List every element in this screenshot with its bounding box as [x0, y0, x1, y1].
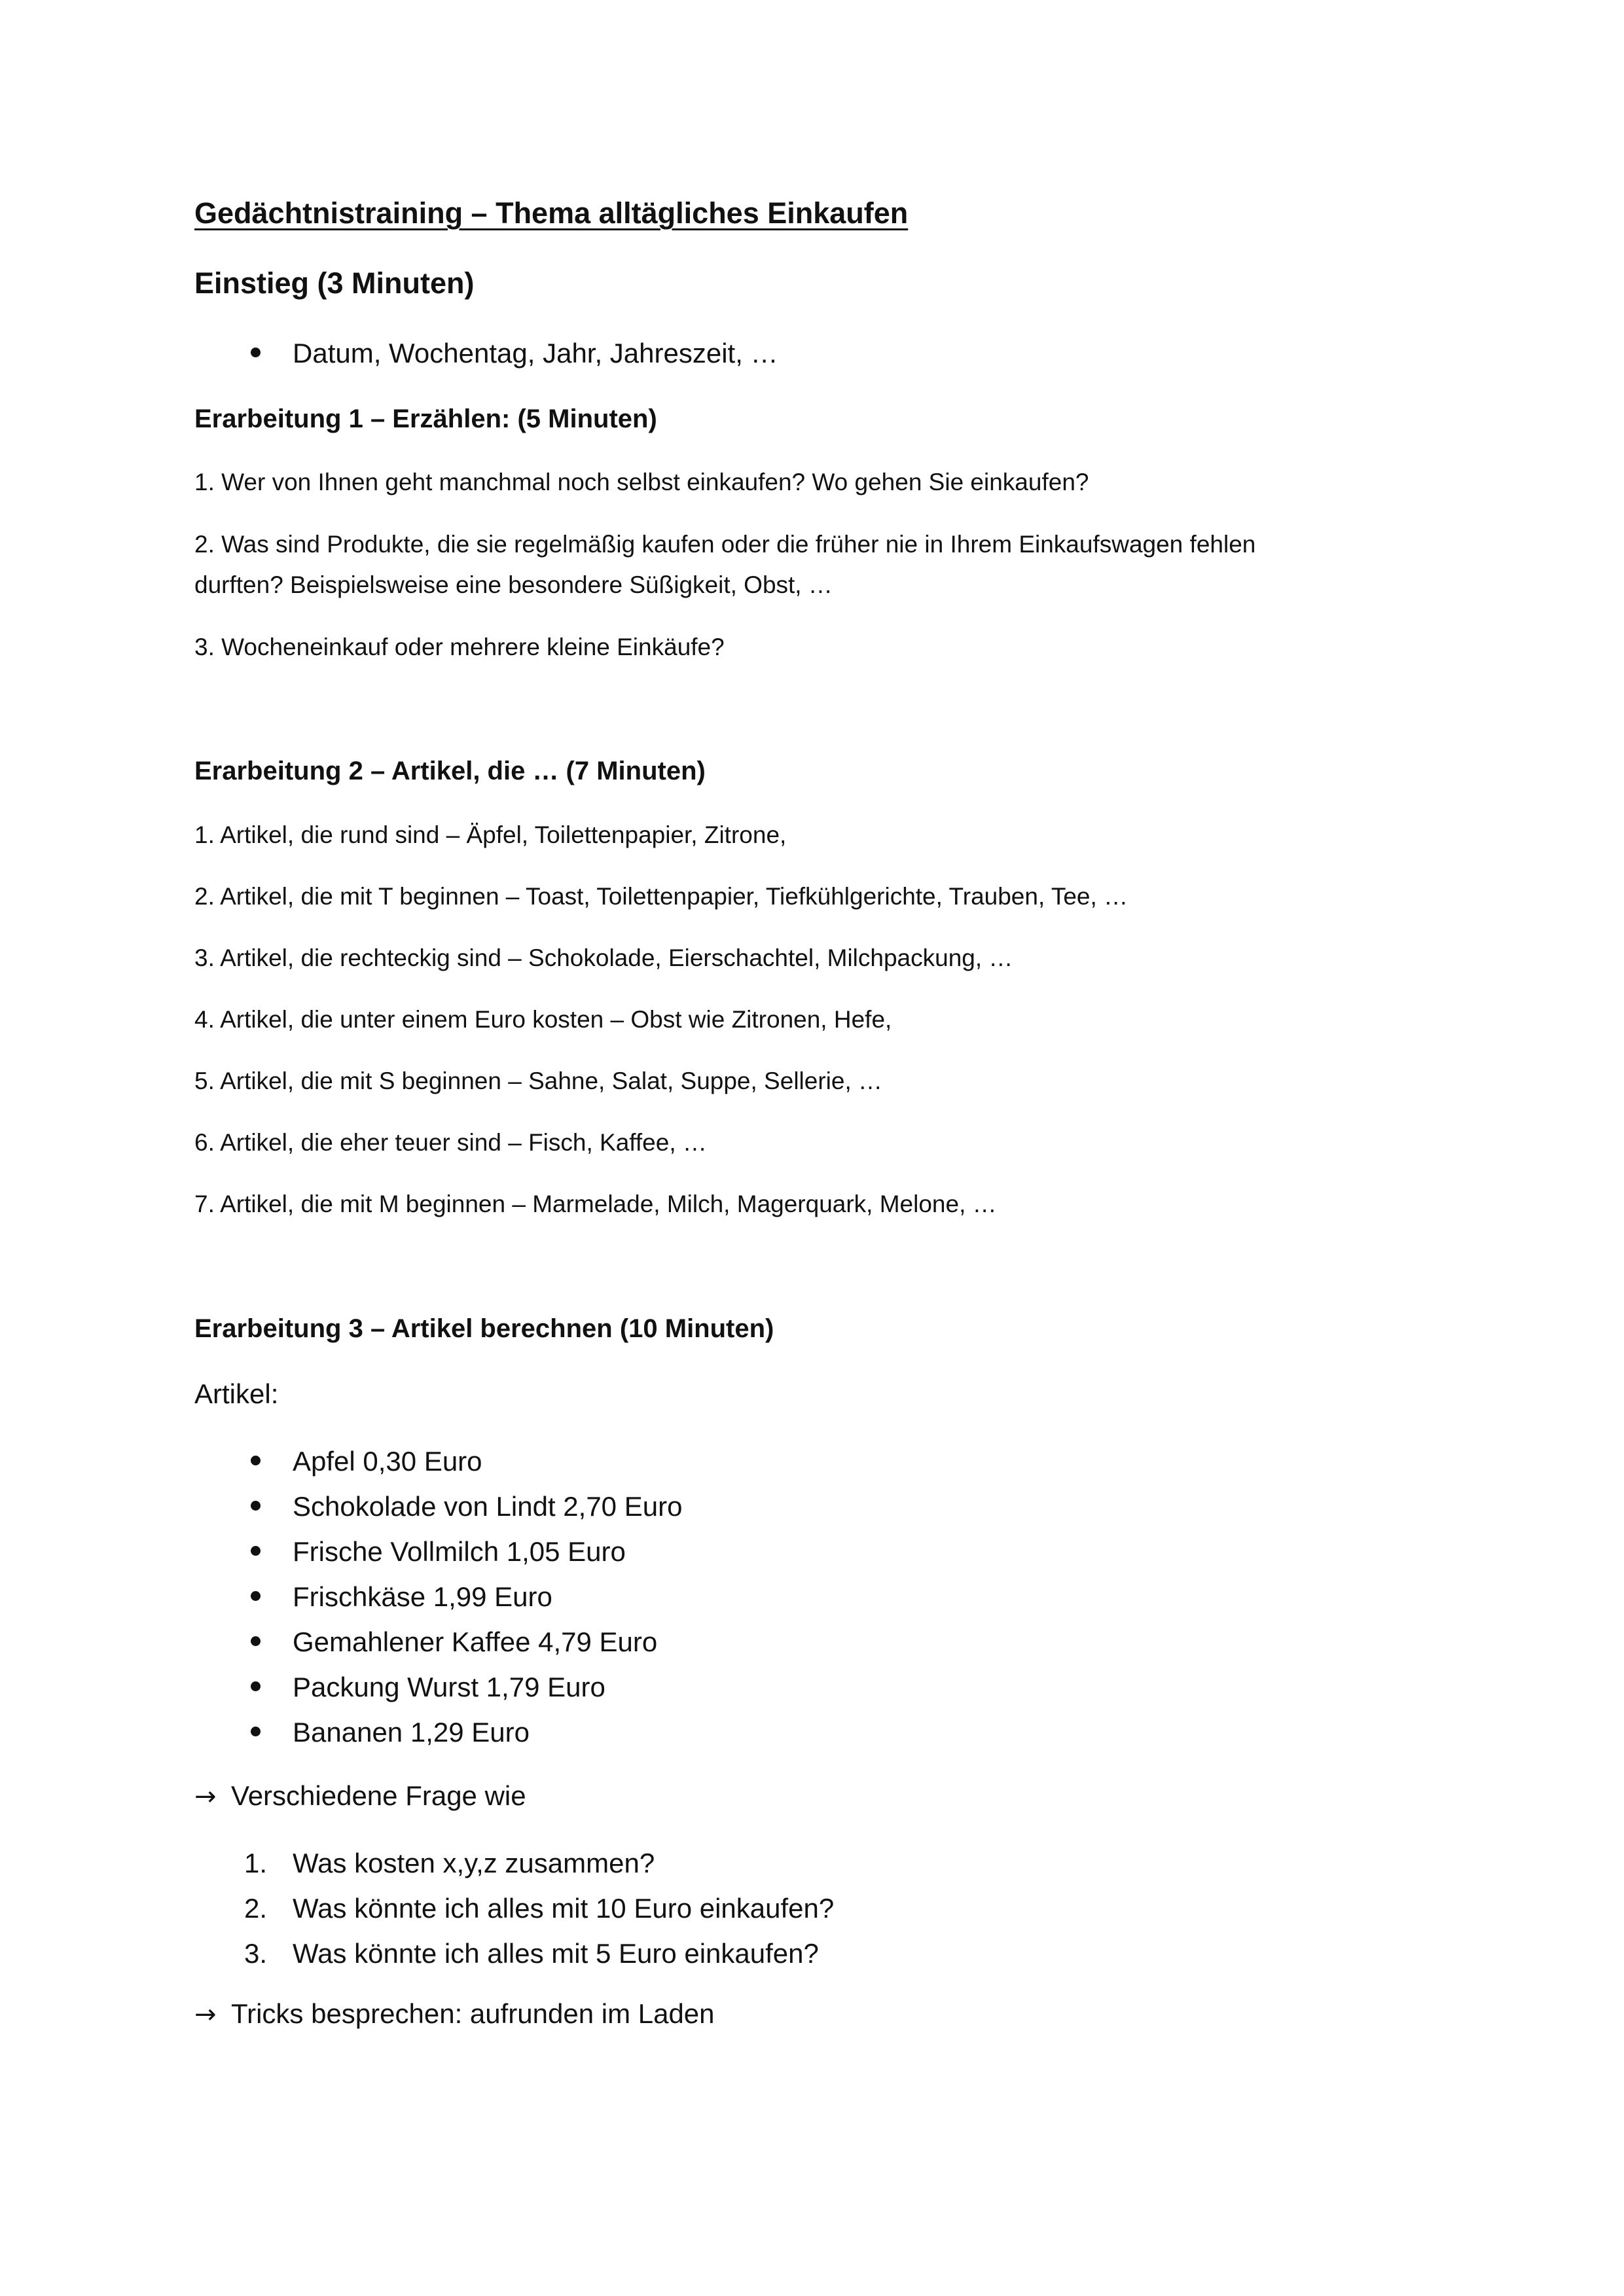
erarbeitung2-item-2: 2. Artikel, die mit T beginnen – Toast, Toilettenpapier, Tiefkühlgerichte, Trauben, Tee, …: [194, 883, 1128, 910]
question-text: Was kosten x,y,z zusammen?: [293, 1848, 655, 1878]
list-item: [194, 1719, 682, 1746]
erarbeitung1-question-3: 3. Wocheneinkauf oder mehrere kleine Einkäufe?: [194, 634, 725, 660]
article-text: Schokolade von Lindt 2,70 Euro: [293, 1491, 683, 1522]
list-item: [194, 1940, 834, 1967]
tricks-line: [194, 2000, 715, 2028]
bullet-icon: [251, 1501, 261, 1511]
questions-intro: [194, 1782, 526, 1810]
bullet-icon: [251, 1591, 261, 1601]
list-number: 3.: [244, 1938, 268, 1969]
list-number: 1.: [244, 1848, 268, 1878]
erarbeitung2-item-5: 5. Artikel, die mit S beginnen – Sahne, Salat, Suppe, Sellerie, …: [194, 1067, 883, 1094]
einstieg-heading: Einstieg (3 Minuten): [194, 266, 475, 300]
bullet-icon: [251, 1681, 261, 1691]
list-number: 2.: [244, 1893, 268, 1924]
erarbeitung2-item-7: 7. Artikel, die mit M beginnen – Marmelade, Milch, Magerquark, Melone, …: [194, 1191, 997, 1217]
question-text: Was könnte ich alles mit 10 Euro einkaufen?: [293, 1893, 835, 1924]
erarbeitung2-item-3: 3. Artikel, die rechteckig sind – Schokolade, Eierschachtel, Milchpackung, …: [194, 944, 1013, 971]
questions-intro-text: Verschiedene Frage wie: [231, 1780, 526, 1811]
list-item: [194, 1493, 682, 1520]
article-text: Apfel 0,30 Euro: [293, 1446, 482, 1477]
list-item-text: Datum, Wochentag, Jahr, Jahreszeit, …: [293, 338, 778, 368]
erarbeitung2-item-1: 1. Artikel, die rund sind – Äpfel, Toilettenpapier, Zitrone,: [194, 821, 787, 848]
erarbeitung1-question-1: 1. Wer von Ihnen geht manchmal noch selbst einkaufen? Wo gehen Sie einkaufen?: [194, 469, 1089, 495]
question-text: Was könnte ich alles mit 5 Euro einkaufen?: [293, 1938, 819, 1969]
einstieg-list: [194, 340, 778, 367]
article-text: Frischkäse 1,99 Euro: [293, 1581, 552, 1612]
tricks-text: Tricks besprechen: aufrunden im Laden: [231, 1998, 715, 2029]
list-item: [194, 1895, 834, 1922]
erarbeitung2-item-6: 6. Artikel, die eher teuer sind – Fisch, Kaffee, …: [194, 1129, 707, 1156]
article-text: Packung Wurst 1,79 Euro: [293, 1672, 605, 1702]
article-text: Frische Vollmilch 1,05 Euro: [293, 1536, 626, 1567]
erarbeitung3-heading: Erarbeitung 3 – Artikel berechnen (10 Minuten): [194, 1314, 774, 1343]
bullet-icon: [251, 1456, 261, 1465]
bullet-icon: [251, 1546, 261, 1556]
arrow-right-icon: →: [194, 1782, 217, 1812]
bullet-icon: [251, 1727, 261, 1736]
erarbeitung2-heading: Erarbeitung 2 – Artikel, die … (7 Minuten): [194, 757, 706, 785]
list-item: [194, 1850, 834, 1877]
articles-label: Artikel:: [194, 1378, 279, 1409]
erarbeitung1-heading: Erarbeitung 1 – Erzählen: (5 Minuten): [194, 404, 657, 433]
list-item: [194, 1448, 682, 1475]
list-item: [194, 340, 778, 367]
erarbeitung1-question-2-line-2: durften? Beispielsweise eine besondere Süßigkeit, Obst, …: [194, 571, 833, 598]
arrow-right-icon: →: [194, 2000, 217, 2030]
bullet-icon: [251, 348, 261, 357]
erarbeitung1-question-2-line-1: 2. Was sind Produkte, die sie regelmäßig kaufen oder die früher nie in Ihrem Einkaufswagen fehlen: [194, 531, 1256, 558]
list-item: [194, 1674, 682, 1701]
articles-list: [194, 1448, 682, 1746]
list-item: [194, 1628, 682, 1656]
bullet-icon: [251, 1636, 261, 1646]
erarbeitung2-item-4: 4. Artikel, die unter einem Euro kosten – Obst wie Zitronen, Hefe,: [194, 1006, 892, 1033]
list-item: [194, 1538, 682, 1566]
list-item: [194, 1583, 682, 1611]
document-title: Gedächtnistraining – Thema alltägliches Einkaufen: [194, 196, 909, 230]
article-text: Gemahlener Kaffee 4,79 Euro: [293, 1626, 658, 1657]
questions-list: [194, 1850, 834, 1967]
article-text: Bananen 1,29 Euro: [293, 1717, 530, 1748]
